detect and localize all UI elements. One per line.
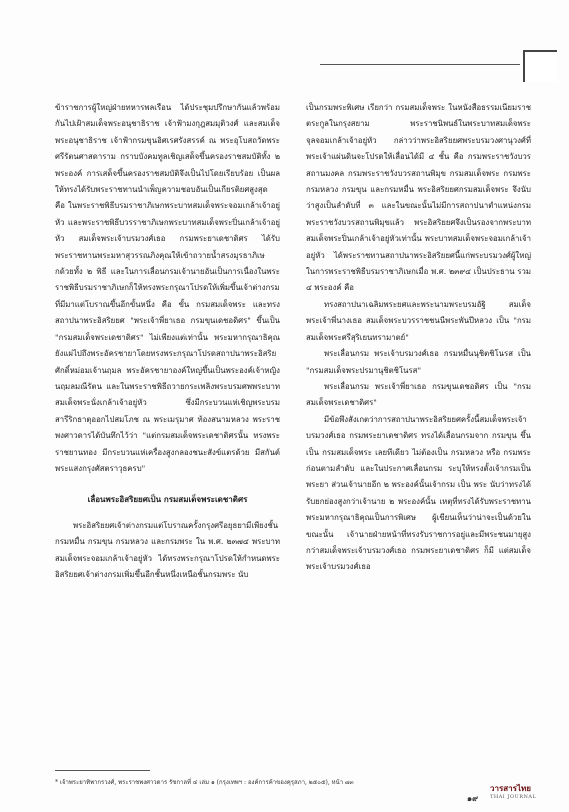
header-rule xyxy=(320,64,520,65)
right-paragraph-5: มีข้อพึงสังเกตว่าการสถาปนาพระอิสริยยศครั้งนี้สมเด็จพระเจ้าบรมวงศ์เธอ กรมพระยาเดชาดิศร ทรงได้เลื่อนกรมจาก กรมขุน ขึ้นเป็น กรมสมเด็จพระ เลยทีเดียว ไม่ต้องเป็น กรมหลวง หรือ กรมพระ ก่อนตามลำดับ และในประกาศเลื่อนกรม ระบุให้ทรงตั้งเจ้ากรมเป็น พระยา ส่วนเจ้านายอีก ๒ พระองค์นั้นเจ้ากรม เป็น พระ นับว่าทรงได้รับยกย่องสูงกว่าเจ้านาย ๒ พระองค์นั้น เหตุที่ทรงได้รับพระราชทานพระมหากรุณาธิคุณเป็นการพิเศษ ผู้เขียนเห็นว่าน่าจะเป็นด้วยในขณะนั้น เจ้านายฝ่ายหน้าที่ทรงรับราชการอยู่และมีพระชนมายุสูงกว่าสมเด็จพระเจ้าบรมวงศ์เธอ กรมพระยาเดชาดิศร ก็มี แต่สมเด็จพระเจ้าบรมวงศ์เธอ xyxy=(306,414,531,572)
right-paragraph-2: ทรงสถาปนาเฉลิมพระยศและพระนามพระบรมอัฐิ สมเด็จพระเจ้าพี่นางเธอ สมเด็จพระบวรราชชนนีพระพันปีหลวง เป็น "กรมสมเด็จพระศรีสุริเยนทรามาตย์" xyxy=(306,299,531,342)
right-column xyxy=(306,100,531,576)
footnote: * เจ้าพระยาทิพากรวงศ์, พระราชพงศาวดาร รัชกาลที่ ๔ เล่ม ๑ (กรุงเทพฯ : องค์การค้าของคุรุสภา, ๒๕๐๕), หน้า ๗๓ xyxy=(55,779,354,786)
left-column xyxy=(55,100,280,583)
corner-frame-ornament xyxy=(523,50,557,82)
footnote-rule xyxy=(55,770,150,771)
right-paragraph-1: เป็นกรมพระพิเศษ เรียกว่า กรมสมเด็จพระ ในหนังสือธรรมเนียมราชตระกูลในกรุงสยาม พระราชนิพนธ์ในพระบาทสมเด็จพระจุลจอมเกล้าเจ้าอยู่หัว กล่าวว่าพระอิสริยยศพระบรมวงศานุวงศ์ที่พระเจ้าแผ่นดินจะโปรดให้เลื่อนได้มี ๔ ชั้น คือ กรมพระราชวังบวรสถานมงคล กรมพระราชวังบวรสถานพิมุข กรมสมเด็จพระ กรมพระ กรมหลวง กรมขุน และกรมหมื่น พระอิสริยยศกรมสมเด็จพระ จึงนับว่าสูงเป็นลำดับที่ ๓ และในขณะนั้นไม่มีการสถาปนาตำแหน่งกรมพระราชวังบวรสถานพิมุขแล้ว พระอิสริยยศจึงเป็นรองจากพระบาทสมเด็จพระปิ่นเกล้าเจ้าอยู่หัวเท่านั้น พระบาทสมเด็จพระจอมเกล้าเจ้าอยู่หัว ได้พระราชทานสถาปนาพระอิสริยยศนี้แก่พระบรมวงศ์ผู้ใหญ่ในการพระราชพิธีบรมราชาภิเษกเมื่อ พ.ศ. ๒๓๙๔ เป็นประธาน รวม ๔ พระองค์ คือ xyxy=(306,103,531,293)
logo-sub-text: THAI JOURNAL xyxy=(490,794,537,800)
journal-logo xyxy=(490,784,536,802)
left-paragraph-1: ข้าราชการผู้ใหญ่ฝ่ายทหารพลเรือน ได้ประชุมปรึกษากันแล้วพร้อมกันไปเฝ้าสมเด็จพระอนุชาธิราช เจ้าฟ้ามงกุฎสมมุติวงศ์ และสมเด็จพระอนุชาธิราช เจ้าฟ้ากรมขุนอิศเรศรังสรรค์ ณ พระอุโบสถวัดพระศรีรัตนศาสดาราม กราบบังคมทูลเชิญเสด็จขึ้นครองราชสมบัติทั้ง ๒ พระองค์ การเสด็จขึ้นครองราชสมบัติจึงเป็นไปโดยเรียบร้อย เป็นผลให้ทรงได้รับพระราชทานนำเพ็ญความชอบอันเป็นเกียรติยศสูงสุด คือ ในพระราชพิธีบรมราชาภิเษกพระบาทสมเด็จพระจอมเกล้าเจ้าอยู่หัว และพระราชพิธีบวรราชาภิเษกพระบาทสมเด็จพระปิ่นเกล้าเจ้าอยู่หัว สมเด็จพระเจ้าบรมวงศ์เธอ กรมพระยาเดชาดิศร ได้รับพระราชทานพระมหาสุวรรณภิงคุณให้เข้าถวายน้ำสรงมุรธาภิเษกด้วยทั้ง ๒ พิธี และในการเลื่อนกรมเจ้านายอันเป็นการเนื่องในพระราชพิธีบรมราชาภิเษกก็ให้ทรงพระกรุณาโปรดให้เพิ่มขึ้นเจ้าต่างกรมที่มีมาแต่โบราณขึ้นอีกขั้นหนึ่ง คือ ขั้น กรมสมเด็จพระ และทรงสถาปนาพระอิสริยยศ "พระเจ้าพี่ยาเธอ กรมขุนเดชอดิศร" ขึ้นเป็น "กรมสมเด็จพระเดชาดิศร" ไม่เพียงแต่เท่านั้น พระมหากรุณาธิคุณยังแผ่ไปถึงพระอัครชายาโดยทรงพระกรุณาโปรดสถาปนาพระอิสริยศักดิ์หม่อมเจ้านฤมล พระอัครชายาองค์ใหญ่ขึ้นเป็นพระองค์เจ้าหญิงนฤมลมณีรัตน และในพระราชพิธีถวายกระเพลิงพระบรมศพพระบาทสมเด็จพระนั่งเกล้าเจ้าอยู่หัว ซึ่งมีกระบวนแห่เชิญพระบรมสารีริกธาตุออกไปสมโภช ณ พระเมรุมาศ ท้องสนามหลวง พระราชพงศาวดารได้บันทึกไว้ว่า "แต่กรมสมเด็จพระเดชาดิศรนั้น ทรงพระราชยานทอง มีกระบวนแห่เครื่องสูงกลองชนะสังข์แตรด้วย มีสกันต์พระแสงกรุงศัสตราวุธครบ" xyxy=(55,103,280,473)
page-number: ๑๙ xyxy=(467,793,478,803)
logo-main-text: วารสารไทย xyxy=(490,783,531,793)
right-paragraph-3: พระเลื่อนกรม พระเจ้าบรมวงศ์เธอ กรมหมื่นนุชิตชิโนรส เป็น "กรมสมเด็จพระปรมานุชิตชิโนรส" xyxy=(306,349,531,375)
section-subheading: เลื่อนพระอิสริยยศเป็น กรมสมเด็จพระเดชาดิศร xyxy=(87,494,248,505)
right-paragraph-4: พระเลื่อนกรม พระเจ้าพี่ยาเธอ กรมขุนเดชอดิศร เป็น "กรมสมเด็จพระเดชาดิศร" xyxy=(306,381,531,408)
left-paragraph-2: พระอิสริยยศเจ้าต่างกรมแต่โบราณครั้งกรุงศรีอยุธยามีเพียงชั้นกรมหมื่น กรมขุน กรมหลวง และกรมพระ ใน พ.ศ. ๒๓๗๔ พระบาทสมเด็จพระจอมเกล้าเจ้าอยู่หัว ได้ทรงพระกรุณาโปรดให้กำหนดพระอิสริยยศเจ้าต่างกรมเพิ่มขึ้นอีกชั้นหนึ่งเหนือชั้นกรมพระ นับ xyxy=(55,520,280,579)
